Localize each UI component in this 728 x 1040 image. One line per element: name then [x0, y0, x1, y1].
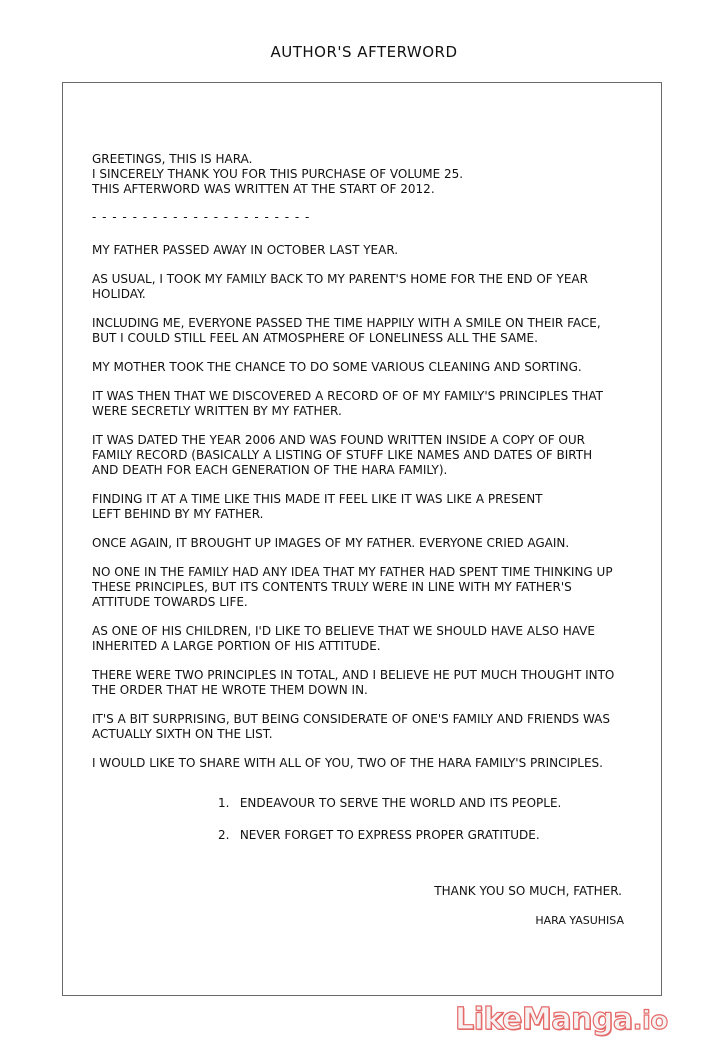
principle-number: 1.	[218, 796, 230, 810]
page-title: AUTHOR'S AFTERWORD	[270, 43, 458, 61]
principles-list	[218, 796, 561, 860]
paragraph: THERE WERE TWO PRINCIPLES IN TOTAL, AND I BELIEVE HE PUT MUCH THOUGHT INTO THE ORDER THAT HE WROTE THEM DOWN IN.	[92, 668, 615, 697]
closing-line: THANK YOU SO MUCH, FATHER.	[434, 884, 622, 898]
dashed-divider: - - - - - - - - - - - - - - - - - - - - - -	[92, 210, 311, 224]
paragraph: FINDING IT AT A TIME LIKE THIS MADE IT FEEL LIKE IT WAS LIKE A PRESENT LEFT BEHIND BY MY FATHER.	[92, 492, 543, 521]
principle-number: 2.	[218, 828, 230, 842]
watermark-tld-text: .io	[632, 1006, 668, 1036]
paragraph: ONCE AGAIN, IT BROUGHT UP IMAGES OF MY FATHER. EVERYONE CRIED AGAIN.	[92, 536, 570, 550]
paragraph: AS ONE OF HIS CHILDREN, I'D LIKE TO BELIEVE THAT WE SHOULD HAVE ALSO HAVE INHERITED A LARGE PORTION OF HIS ATTITUDE.	[92, 624, 595, 653]
paragraph: IT'S A BIT SURPRISING, BUT BEING CONSIDERATE OF ONE'S FAMILY AND FRIENDS WAS ACTUALLY SIXTH ON THE LIST.	[92, 712, 611, 741]
paragraph: INCLUDING ME, EVERYONE PASSED THE TIME HAPPILY WITH A SMILE ON THEIR FACE, BUT I COULD STILL FEEL AN ATMOSPHERE OF LONELINESS ALL THE SAME.	[92, 316, 601, 345]
afterword-body	[92, 152, 632, 785]
paragraph: MY MOTHER TOOK THE CHANCE TO DO SOME VARIOUS CLEANING AND SORTING.	[92, 360, 582, 374]
paragraph: IT WAS DATED THE YEAR 2006 AND WAS FOUND WRITTEN INSIDE A COPY OF OUR FAMILY RECORD (BASICALLY A LISTING OF STUFF LIKE NAMES AND DATES OF BIRTH AND DEATH FOR EACH GENERATION OF THE HARA FAMILY).	[92, 433, 593, 477]
site-watermark-logo	[455, 1002, 668, 1039]
paragraph: AS USUAL, I TOOK MY FAMILY BACK TO MY PARENT'S HOME FOR THE END OF YEAR HOLIDAY.	[92, 272, 588, 301]
principle-item	[218, 796, 561, 811]
author-signature: HARA YASUHISA	[535, 914, 624, 927]
watermark-main-text: LikeManga	[455, 1002, 633, 1037]
principle-item	[218, 828, 561, 843]
principle-text: NEVER FORGET TO EXPRESS PROPER GRATITUDE.	[239, 828, 540, 842]
principle-text: ENDEAVOUR TO SERVE THE WORLD AND ITS PEOPLE.	[239, 796, 562, 810]
paragraph: MY FATHER PASSED AWAY IN OCTOBER LAST YEAR.	[92, 243, 399, 257]
greeting-paragraph: GREETINGS, THIS IS HARA. I SINCERELY THANK YOU FOR THIS PURCHASE OF VOLUME 25. THIS AFTERWORD WAS WRITTEN AT THE START OF 2012.	[92, 152, 464, 196]
paragraph: NO ONE IN THE FAMILY HAD ANY IDEA THAT MY FATHER HAD SPENT TIME THINKING UP THESE PRINCIPLES, BUT ITS CONTENTS TRULY WERE IN LINE WITH MY FATHER'S ATTITUDE TOWARDS LIFE.	[92, 565, 613, 609]
paragraph: IT WAS THEN THAT WE DISCOVERED A RECORD OF OF MY FAMILY'S PRINCIPLES THAT WERE SECRETLY WRITTEN BY MY FATHER.	[92, 389, 604, 418]
paragraph: I WOULD LIKE TO SHARE WITH ALL OF YOU, TWO OF THE HARA FAMILY'S PRINCIPLES.	[92, 756, 603, 770]
